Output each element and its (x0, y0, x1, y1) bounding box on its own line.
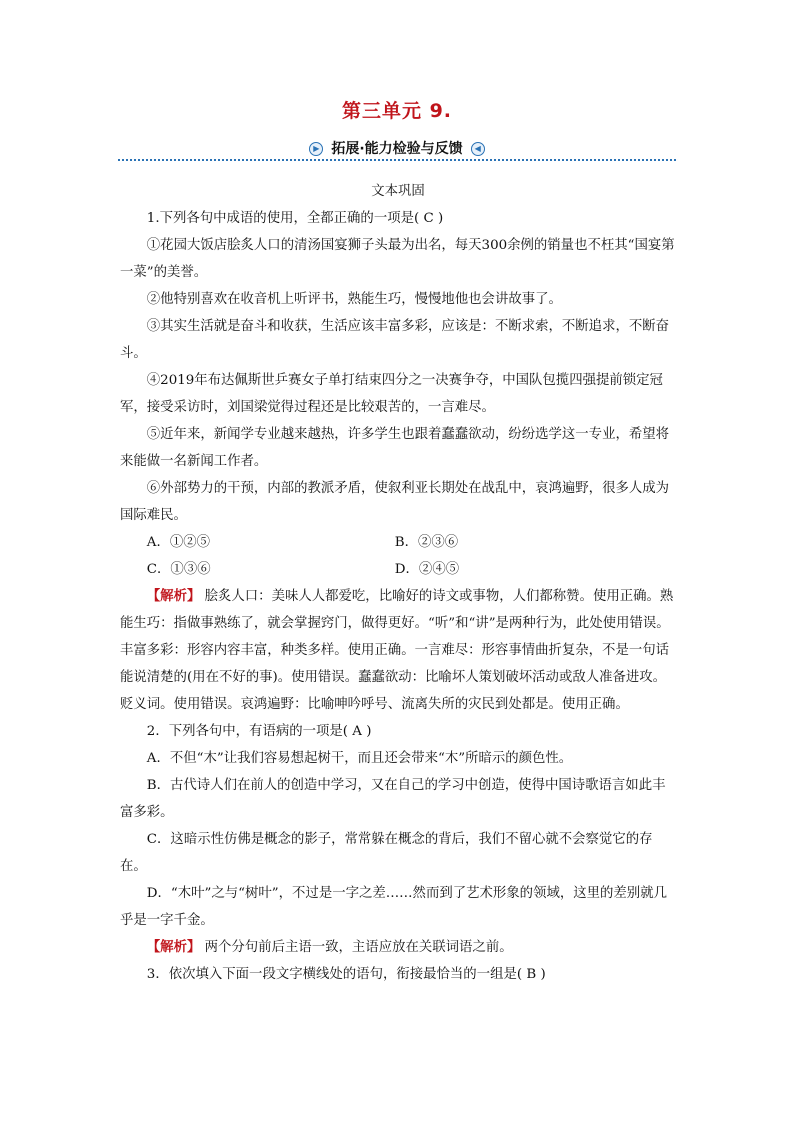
question-2-choice-b: B．古代诗人们在前人的创造中学习，又在自己的学习中创造，使得中国诗歌语言如此丰富多彩。 (120, 778, 666, 820)
analysis-text: 两个分句前后主语一致，主语应放在关联词语之前。 (200, 940, 513, 955)
exercise-content (120, 178, 676, 988)
question-1-analysis (120, 583, 676, 718)
question-1-stem: 1.下列各句中成语的使用，全都正确的一项是( C ) (146, 211, 444, 226)
question-1-options-row-1 (120, 529, 676, 556)
option-a: A．①②⑤ (146, 535, 211, 550)
analysis-label: 【解析】 (146, 939, 201, 955)
question-1-item-6: ⑥外部势力的干预，内部的教派矛盾，使叙利亚长期处在战乱中，哀鸿遍野，很多人成为国际难民。 (120, 481, 670, 523)
question-1-item-5: ⑤近年来，新闻学专业越来越热，许多学生也跟着蠢蠢欲动，纷纷选学这一专业，希望将来能做一名新闻工作者。 (120, 427, 670, 469)
option-d: D．②④⑤ (394, 562, 460, 577)
question-2-choice-c: C．这暗示性仿佛是概念的影子，常常躲在概念的背后，我们不留心就不会察觉它的存在。 (120, 832, 653, 874)
question-2-analysis (120, 934, 676, 961)
question-1-item-3: ③其实生活就是奋斗和收获，生活应该丰富多彩，应该是：不断求索，不断追求，不断奋斗。 (120, 319, 670, 361)
section-header (0, 138, 794, 158)
question-1-options-row-2 (120, 556, 676, 583)
analysis-text: 脍炙人口：美味人人都爱吃，比喻好的诗文或事物，人们都称赞。使用正确。熟能生巧：指做事熟练了，就会掌握窍门，做得更好。“听”和“讲”是两种行为，此处使用错误。丰富多彩：形容内容丰富，种类多样。使用正确。一言难尽：形容事情曲折复杂，不是一句话能说清楚的(用在不好的事)。使用错误。蠢蠢欲动：比喻坏人策划破坏活动或敌人准备进攻。贬义词。使用错误。哀鸿遍野：比喻呻吟呼号、流离失所的灾民到处都是。使用正确。 (120, 589, 674, 712)
question-2-choice-a: A．不但“木”让我们容易想起树干，而且还会带来“木”所暗示的颜色性。 (146, 751, 573, 766)
question-1-item-2: ②他特别喜欢在收音机上听评书，熟能生巧，慢慢地他也会讲故事了。 (146, 292, 562, 307)
section-label: 文本巩固 (371, 184, 425, 199)
option-b: B．②③⑥ (394, 535, 459, 550)
play-left-icon: ◀ (471, 142, 485, 156)
option-c: C．①③⑥ (146, 562, 211, 577)
unit-title: 第三单元 9. (341, 100, 453, 122)
question-3-stem: 3．依次填入下面一段文字横线处的语句，衔接最恰当的一组是( B ) (146, 967, 546, 982)
play-right-icon: ▶ (309, 142, 323, 156)
analysis-label: 【解析】 (146, 588, 201, 604)
question-2-choice-d: D．“木叶”之与“树叶”，不过是一字之差……然而到了艺术形象的领域，这里的差别就几乎是一字千金。 (120, 886, 667, 928)
divider (118, 159, 676, 161)
question-1-item-4: ④2019年布达佩斯世乒赛女子单打结束四分之一决赛争夺，中国队包揽四强提前锁定冠军，接受采访时，刘国梁觉得过程还是比较艰苦的，一言难尽。 (120, 373, 663, 415)
question-2-stem: 2．下列各句中，有语病的一项是( A ) (146, 724, 372, 739)
question-1-item-1: ①花园大饭店脍炙人口的清汤国宴狮子头最为出名，每天300余例的销量也不枉其“国宴第一菜”的美誉。 (120, 238, 675, 280)
section-header-label: 拓展·能力检验与反馈 (331, 141, 463, 157)
